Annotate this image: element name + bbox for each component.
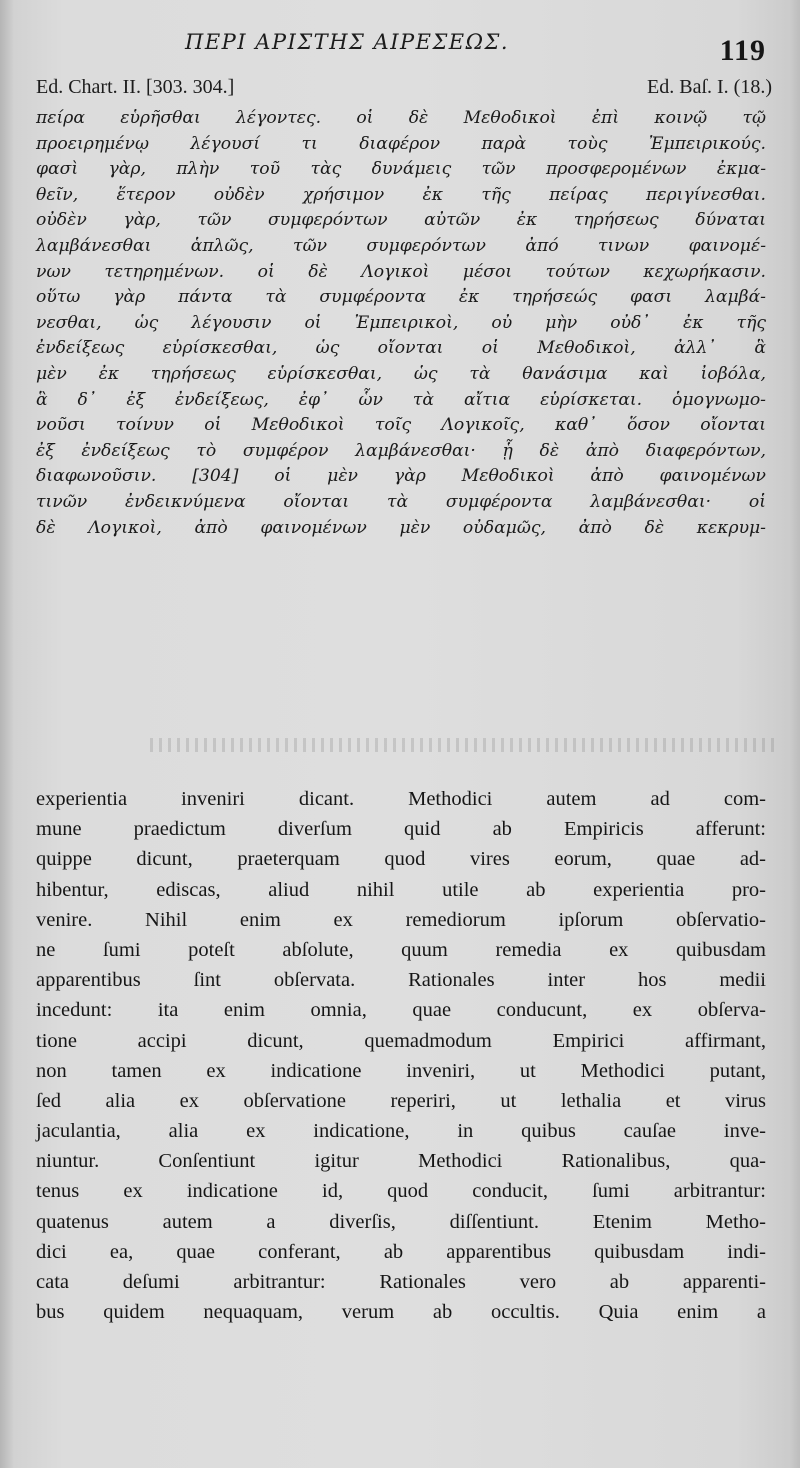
greek-line: ἃ δ᾽ ἐξ ἐνδείξεως, ἐφ᾽ ὧν τὰ αἴτια εὑρίσκεται. ὁμογνωμο- [36, 389, 766, 410]
greek-line: λαμβάνεσθαι ἁπλῶς, τῶν συμφερόντων ἀπό τινων φαινομέ- [36, 235, 766, 256]
latin-line: cata deſumi arbitrantur: Rationales vero ab apparenti- [36, 1271, 766, 1293]
latin-line: ſed alia ex obſervatione reperiri, ut lethalia et virus [36, 1089, 766, 1112]
greek-line: προειρημένῳ λέγουσί τι διαφέρον παρὰ τοὺς Ἐμπειρικούς. [36, 133, 766, 154]
greek-line: οὐδὲν γὰρ, τῶν συμφερόντων αὐτῶν ἐκ τηρήσεως δύναται [36, 210, 766, 231]
greek-line: δὲ Λογικοὶ, ἀπὸ φαινομένων μὲν οὐδαμῶς, ἀπὸ δὲ κεκρυμ- [36, 517, 766, 538]
latin-line: incedunt: ita enim omnia, quae conducunt, ex obſerva- [36, 999, 766, 1022]
latin-text-block [36, 784, 766, 1327]
edition-reference-line [36, 76, 772, 102]
latin-line: mune praedictum diverſum quid ab Empiricis afferunt: [36, 818, 766, 841]
latin-line: apparentibus ſint obſervata. Rationales inter hos medii [36, 969, 766, 992]
latin-line: quippe dicunt, praeterquam quod vires eorum, quae ad- [36, 848, 766, 871]
latin-line: ne ſumi poteſt abſolute, quum remedia ex quibusdam [36, 938, 766, 961]
page-gutter-shadow [0, 0, 14, 1468]
greek-line: νων τετηρημένων. οἱ δὲ Λογικοὶ μέσοι τούτων κεχωρήκασιν. [36, 261, 766, 282]
greek-line: πείρα εὑρῆσθαι λέγοντες. οἱ δὲ Μεθοδικοὶ ἐπὶ κοινῷ τῷ [36, 108, 766, 128]
latin-line: non tamen ex indicatione inveniri, ut Methodici putant, [36, 1059, 766, 1082]
running-title: ΠΕΡΙ ΑΡΙΣΤΗΣ ΑΙΡΕΣΕΩΣ. [185, 30, 510, 54]
latin-line: tenus ex indicatione id, quod conducit, ſumi arbitrantur: [36, 1180, 766, 1203]
greek-line: νεσθαι, ὡς λέγουσιν οἱ Ἐμπειρικοὶ, οὐ μὴν οὐδ᾽ ἐκ τῆς [36, 312, 766, 333]
latin-line: experientia inveniri dicant. Methodici autem ad com- [36, 788, 766, 810]
page-number: 119 [719, 34, 766, 67]
greek-text-block [36, 106, 766, 541]
latin-line: niuntur. Conſentiunt igitur Methodici Rationalibus, qua- [36, 1150, 766, 1173]
running-head [0, 30, 800, 70]
greek-line: θεῖν, ἕτερον οὐδὲν χρήσιμον ἐκ τῆς πείρας περιγίνεσθαι. [36, 184, 766, 205]
latin-line: dici ea, quae conferant, ab apparentibus quibusdam indi- [36, 1240, 766, 1263]
greek-line: διαφωνοῦσιν. [304] οἱ μὲν γὰρ Μεθοδικοὶ ἀπὸ φαινομένων [36, 466, 766, 487]
greek-line: τινῶν ἐνδεικνύμενα οἴονται τὰ συμφέροντα λαμβάνεσθαι· οἱ [36, 491, 766, 512]
latin-line: quatenus autem a diverſis, diſſentiunt. Etenim Metho- [36, 1210, 766, 1233]
latin-line: venire. Nihil enim ex remediorum ipſorum obſervatio- [36, 908, 766, 931]
greek-line: ἐξ ἐνδείξεως τὸ συμφέρον λαμβάνεσθαι· ᾗ δὲ ἀπὸ διαφερόντων, [36, 440, 766, 461]
show-through-bleed [150, 738, 780, 752]
edition-reference-left: Ed. Chart. II. [303. 304.] [36, 76, 235, 98]
greek-line: φασὶ γὰρ, πλὴν τοῦ τὰς δυνάμεις τῶν προσφερομένων ἐκμα- [36, 159, 766, 180]
greek-line: νοῦσι τοίνυν οἱ Μεθοδικοὶ τοῖς Λογικοῖς, καθ᾽ ὅσον οἴονται [36, 415, 766, 436]
latin-line: jaculantia, alia ex indicatione, in quibus cauſae inve- [36, 1120, 766, 1143]
edition-reference-right: Ed. Baſ. I. (18.) [647, 76, 772, 98]
greek-line: μὲν ἐκ τηρήσεως εὑρίσκεσθαι, ὡς τὰ θανάσιμα καὶ ἰοβόλα, [36, 363, 766, 384]
greek-line: οὕτω γὰρ πάντα τὰ συμφέροντα ἐκ τηρήσεώς φασι λαμβά- [36, 287, 766, 308]
greek-line: ἐνδείξεως εὑρίσκεσθαι, ὡς οἴονται οἱ Μεθοδικοὶ, ἀλλ᾽ ἃ [36, 338, 766, 359]
latin-line: hibentur, ediscas, aliud nihil utile ab experientia pro- [36, 878, 766, 901]
latin-line: tione accipi dicunt, quemadmodum Empirici affirmant, [36, 1029, 766, 1052]
page-edge-shadow [790, 0, 800, 1468]
latin-line: bus quidem nequaquam, verum ab occultis. Quia enim a [36, 1301, 766, 1324]
